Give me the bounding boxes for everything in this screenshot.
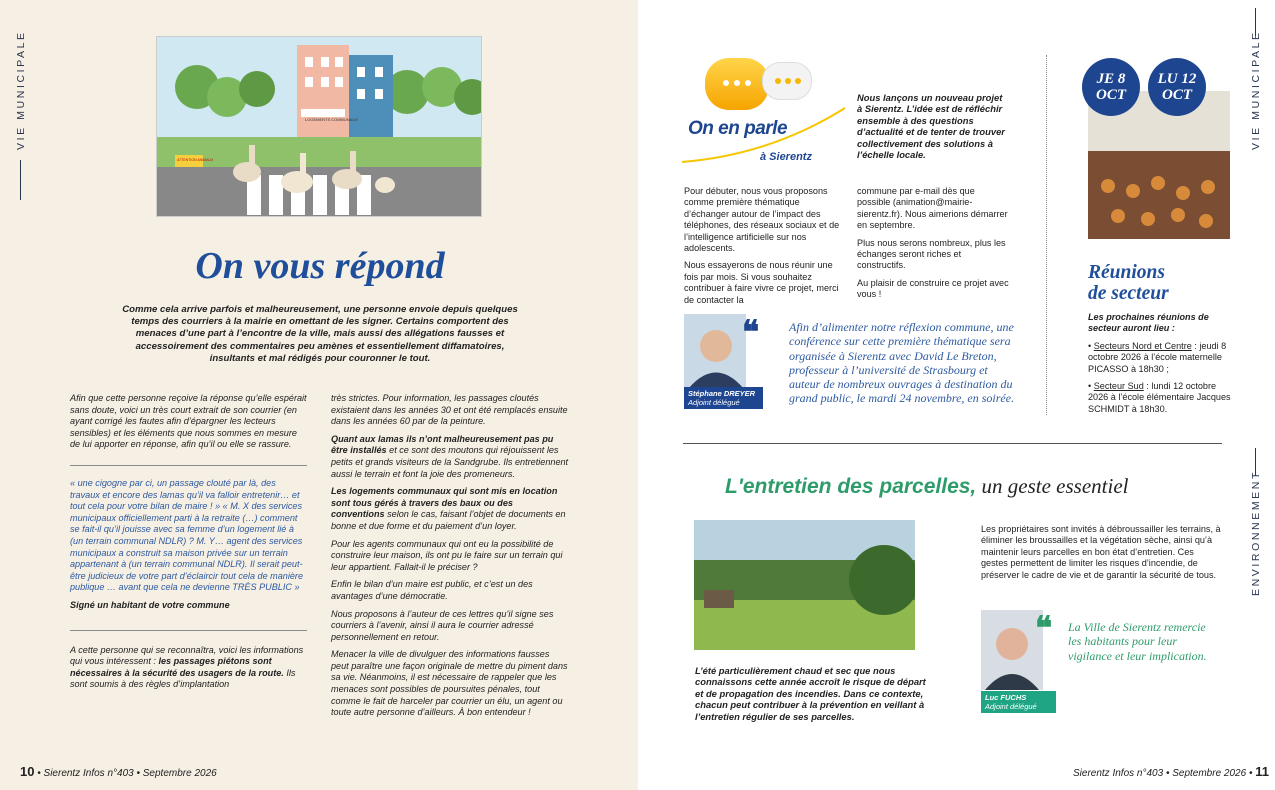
text-span: : lundi 12 octobre 2026 à l’école élémentaire Jacques SCHMIDT à 18h30. [1088, 381, 1231, 414]
hero-sign-attention: ATTENTION ANIMAUX [177, 158, 214, 162]
sidebar-label-left: VIE MUNICIPALE [15, 30, 27, 150]
title-rest: un geste essentiel [976, 474, 1129, 498]
column-left [70, 393, 307, 697]
dotted-separator [1046, 55, 1047, 415]
hero-sign-logements: LOGEMENTS COMMUNAUX [305, 117, 358, 122]
date-month: OCT [1096, 87, 1126, 103]
footer-left [20, 764, 217, 779]
text-span: Ils sont soumis à des règles d’implantation [70, 667, 296, 690]
onparle-col1 [684, 186, 840, 312]
title-line: de secteur [1088, 283, 1169, 304]
text-span: et ce sont des moutons qui réjouissent les petits et grands visiteurs de la Sandgrube. Ils entretiennent aussi le terrain et font la joie des promeneurs. [331, 445, 569, 479]
footer-text: • Sierentz Infos n°403 • Septembre 2026 [37, 768, 217, 779]
onparle-paragraph: Plus nous serons nombreux, plus les échanges seront riches et constructifs. [857, 237, 1006, 271]
date-day: LU 12 [1157, 71, 1197, 87]
sidebar-label-right-bottom: ENVIRONNEMENT [1250, 470, 1262, 596]
bold-span: les passages piétons sont nécessaires à la sécurité des usagers de la route. [70, 656, 284, 678]
reunion-item: • Secteurs Nord et Centre : jeudi 8 octobre 2026 à l’école maternelle PICASSO à 18h30 ; [1088, 340, 1227, 374]
onparle-lead: Nous lançons un nouveau projet à Sierentz. L’idée est de réfléchir ensemble à des questions d’actualité et de tenter de trouver collectivement des solutions à l’échelle locale. [857, 92, 1005, 161]
date-badge-2 [1148, 58, 1206, 116]
intro-text: Comme cela arrive parfois et malheureusement, une personne envoie depuis quelques temps des courriers à la mairie en omettant de les signer. Certains comportent des menaces d’une part à l’encontre de la ville, mais aussi des allégations fausses et accessoirement des commentaires peu amènes et essentiellement diffamatoires, insultants et mal rédigés pour couronner le tout. [122, 304, 518, 364]
col2-paragraph: Pour les agents communaux qui ont eu la possibilité de construire leur maison, ils ont pu le faire sur un terrain qui leur appartient. Fallait-il le préciser ? [331, 538, 563, 572]
col2-paragraph [331, 486, 569, 532]
title-line: Réunions [1088, 262, 1165, 283]
onparle-col2 [857, 186, 1009, 307]
photo-parcel [694, 520, 915, 650]
col2-paragraph [331, 434, 569, 480]
section-divider [683, 443, 1222, 444]
reunions-title [1088, 262, 1169, 304]
col2-paragraph: Nous proposons à l’auteur de ces lettres qu’il signe ses courriers à l’avenir, ainsi il aura le courrier adressé personnellement en retour. [331, 608, 554, 642]
date-day: JE 8 [1096, 71, 1126, 87]
page-title: On vous répond [195, 245, 445, 287]
sidebar-label-right-top: VIE MUNICIPALE [1250, 30, 1262, 150]
logo-swoosh [680, 100, 850, 170]
person-name: Stéphane DREYER [688, 389, 756, 398]
text-span: A cette personne qui se reconnaîtra, voici les informations qui vous intéressent : [70, 644, 304, 667]
person-name: Luc FUCHS [985, 693, 1027, 702]
reunions-lead: Les prochaines réunions de secteur auront lieu : [1088, 312, 1209, 334]
divider [70, 465, 307, 466]
bold-span: Les logements communaux qui sont mis en location sont tous gérés à travers des baux ou des conventions [331, 486, 558, 520]
photo-stephane [684, 314, 746, 389]
footer-text: Sierentz Infos n°403 • Septembre 2026 • [1073, 768, 1253, 779]
page-number: 10 [20, 764, 35, 779]
conference-quote: Afin d’alimenter notre réflexion commune, une conférence sur cette première thématique sera organisée à Sierentz avec David Le Breton, professeur à l’université de Strasbourg et auteur de nombreux ouvrages à destination du grand public, le mardi 24 novembre, en soirée. [789, 320, 1015, 406]
nameplate-luc [981, 691, 1056, 713]
quote-mark-icon: ❝ [1035, 610, 1053, 646]
thanks-quote: La Ville de Sierentz remercie les habitants pour leur vigilance et leur implication. [1068, 620, 1207, 663]
logo-bubble-white [762, 62, 812, 100]
bold-span: Quant aux lamas ils n’ont malheureusement pas pu être installés [331, 433, 554, 456]
signature: Signé un habitant de votre commune [70, 599, 230, 610]
sector-link[interactable]: Secteurs Nord et Centre [1093, 340, 1192, 351]
photo-luc [981, 610, 1043, 690]
person-role: Adjoint délégué [985, 702, 1037, 711]
parcel-caption: L’été particulièrement chaud et sec que nous connaissons cette année accroît le risque de départ et de propagation des incendies. Dans ce contexte, chacun peut contribuer à la prévention en veillant à l’entretien régulier de ses parcelles. [695, 665, 926, 722]
environment-text: Les propriétaires sont invités à débroussailler les terrains, à éliminer les broussailles et la végétation sèche, ainsi qu’à maintenir leurs parcelles en bon état d’entretien. Ces gestes permettent de limiter les risques d’incendie, de préserver le cadre de vie et de garantir la sécurité de tous. [981, 524, 1221, 580]
text-span: : jeudi 8 octobre 2026 à l’école maternelle PICASSO à 18h30 ; [1088, 340, 1227, 374]
page-number: 11 [1255, 764, 1269, 779]
column-right [331, 393, 569, 725]
onparle-paragraph: Au plaisir de construire ce projet avec vous ! [857, 277, 1009, 300]
divider [70, 630, 307, 631]
reunions-text [1088, 312, 1236, 421]
person-role: Adjoint délégué [688, 398, 740, 407]
quote-mark-icon: ❝ [742, 314, 760, 350]
letter-quote: « une cigogne par ci, un passage clouté par là, des travaux et encore des lamas qu’il va falloir entretenir… et tout cela pour votre bilan de maire ! » « M. X des services municipaux officiellement parti à la retraite (…) comment se fait-il qu’il jouisse avec sa femme d’un logement lié à (un terrain communal NDLR) ? M. Y… agent des services municipaux a construit sa maison privée sur un terrain appartenant à (un terrain communal NDLR). Il serait peut-être judicieux de votre part d’éclaircir tout cela de manière publique … avant que cela ne devienne TRÈS PUBLIC » [70, 477, 304, 593]
onparle-paragraph: commune par e-mail dès que possible (animation@mairie-sierentz.fr). Nous aimerions démarrer en septembre. [857, 186, 1008, 231]
col2-paragraph: très strictes. Pour information, les passages cloutés existaient dans les années 30 et ont été remplacés ensuite dans les années 60 par de la peinture. [331, 393, 568, 427]
title-green: L'entretien des parcelles, [725, 475, 977, 498]
nameplate-stephane [684, 387, 763, 409]
date-month: OCT [1162, 87, 1192, 103]
reunion-item: • Secteur Sud : lundi 12 octobre 2026 à l’école élémentaire Jacques SCHMIDT à 18h30. [1088, 381, 1231, 414]
text-span: selon le cas, faisant l’objet de documents en bonne et due forme et du paiement d’un loyer. [331, 509, 566, 531]
date-badge-1 [1082, 58, 1140, 116]
hero-illustration [156, 36, 482, 217]
sidebar-rule [20, 160, 21, 200]
onparle-paragraph: Nous essayerons de nous réunir une fois par mois. Si vous souhaitez contribuer à faire vivre ce projet, merci de contacter la [684, 260, 839, 305]
onparle-paragraph: Pour débuter, nous vous proposons comme première thématique d’échanger autour de l’impact des téléphones, des réseaux sociaux et de l’intelligence artificielle sur nos adolescents. [684, 186, 840, 254]
logo-title: On en parle [688, 118, 788, 139]
environment-title [725, 474, 1128, 499]
col2-paragraph: Enfin le bilan d’un maire est public, et c’est un des avantages d’une démocratie. [331, 579, 533, 601]
col1-paragraph: Afin que cette personne reçoive la réponse qu’elle espérait sans doute, voici un très court extrait de son courrier (en ayant corrigé les fautes afin d’épargner les lecteurs sensibles) et les éléments que nous sommes en mesure de lui apporter en réponse, afin qu’il ou elle se rassure. [70, 393, 307, 450]
col2-paragraph: Menacer la ville de divulguer des informations fausses peut paraître une façon originale de mettre du piment dans sa vie. Néanmoins, il est nécessaire de rappeler que les menaces sont possibles de poursuites pénales, tout comme le fait de harceler par courrier un élu, un agent ou toute autre personne d’ailleurs. À bon entendeur ! [331, 649, 568, 718]
col1-paragraph-2 [70, 645, 307, 691]
logo-subtitle: à Sierentz [760, 151, 812, 163]
footer-right [1073, 764, 1269, 779]
sector-link[interactable]: Secteur Sud [1093, 381, 1144, 392]
